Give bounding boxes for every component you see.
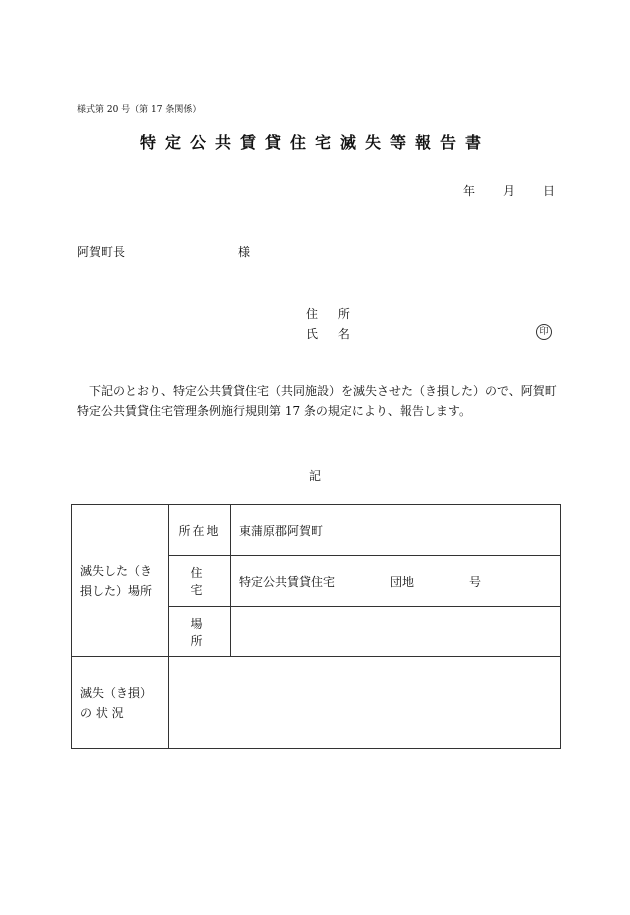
- table-row: [72, 657, 561, 749]
- status-label-line1: 滅失（き損）: [80, 685, 153, 700]
- form-number: 様式第 20 号（第 17 条関係）: [77, 105, 202, 115]
- place-label: 場 所: [169, 607, 231, 657]
- housing-value: [231, 556, 561, 607]
- housing-complex-label: 団地: [390, 574, 415, 589]
- document-title: 特定公共賃貸住宅滅失等報告書: [139, 133, 490, 152]
- status-value: [169, 657, 561, 749]
- date-year-label: 年: [463, 184, 476, 198]
- report-table: [71, 504, 561, 749]
- date-day-label: 日: [543, 184, 556, 198]
- location-group-label: [72, 505, 169, 657]
- status-label-line2: の 状 況: [80, 705, 124, 720]
- place-value: [231, 607, 561, 657]
- housing-type: 特定公共賃貸住宅: [239, 574, 336, 589]
- addressee-name: 阿賀町長: [77, 245, 126, 259]
- status-label: [72, 657, 169, 749]
- address-value: 東蒲原郡阿賀町: [231, 505, 561, 556]
- ki-heading: 記: [308, 469, 321, 483]
- housing-label: 住 宅: [169, 556, 231, 607]
- seal-mark: 印: [536, 324, 552, 340]
- date-month-label: 月: [503, 184, 516, 198]
- report-body-text: 下記のとおり、特定公共賃貸住宅（共同施設）を滅失させた（き損した）ので、阿賀町特定公共賃貸住宅管理条例施行規則第 17 条の規定により、報告します。: [77, 384, 557, 418]
- location-group-label-line1: 滅失した（き: [80, 563, 153, 578]
- location-group-label-line2: 損した）場所: [80, 583, 153, 598]
- addressee-honorific: 様: [238, 245, 251, 259]
- housing-number-label: 号: [469, 574, 482, 589]
- table-row: [72, 505, 561, 556]
- applicant-address-label: 住 所: [306, 307, 358, 321]
- address-label: 所在地: [169, 505, 231, 556]
- applicant-name-label: 氏 名: [306, 327, 358, 341]
